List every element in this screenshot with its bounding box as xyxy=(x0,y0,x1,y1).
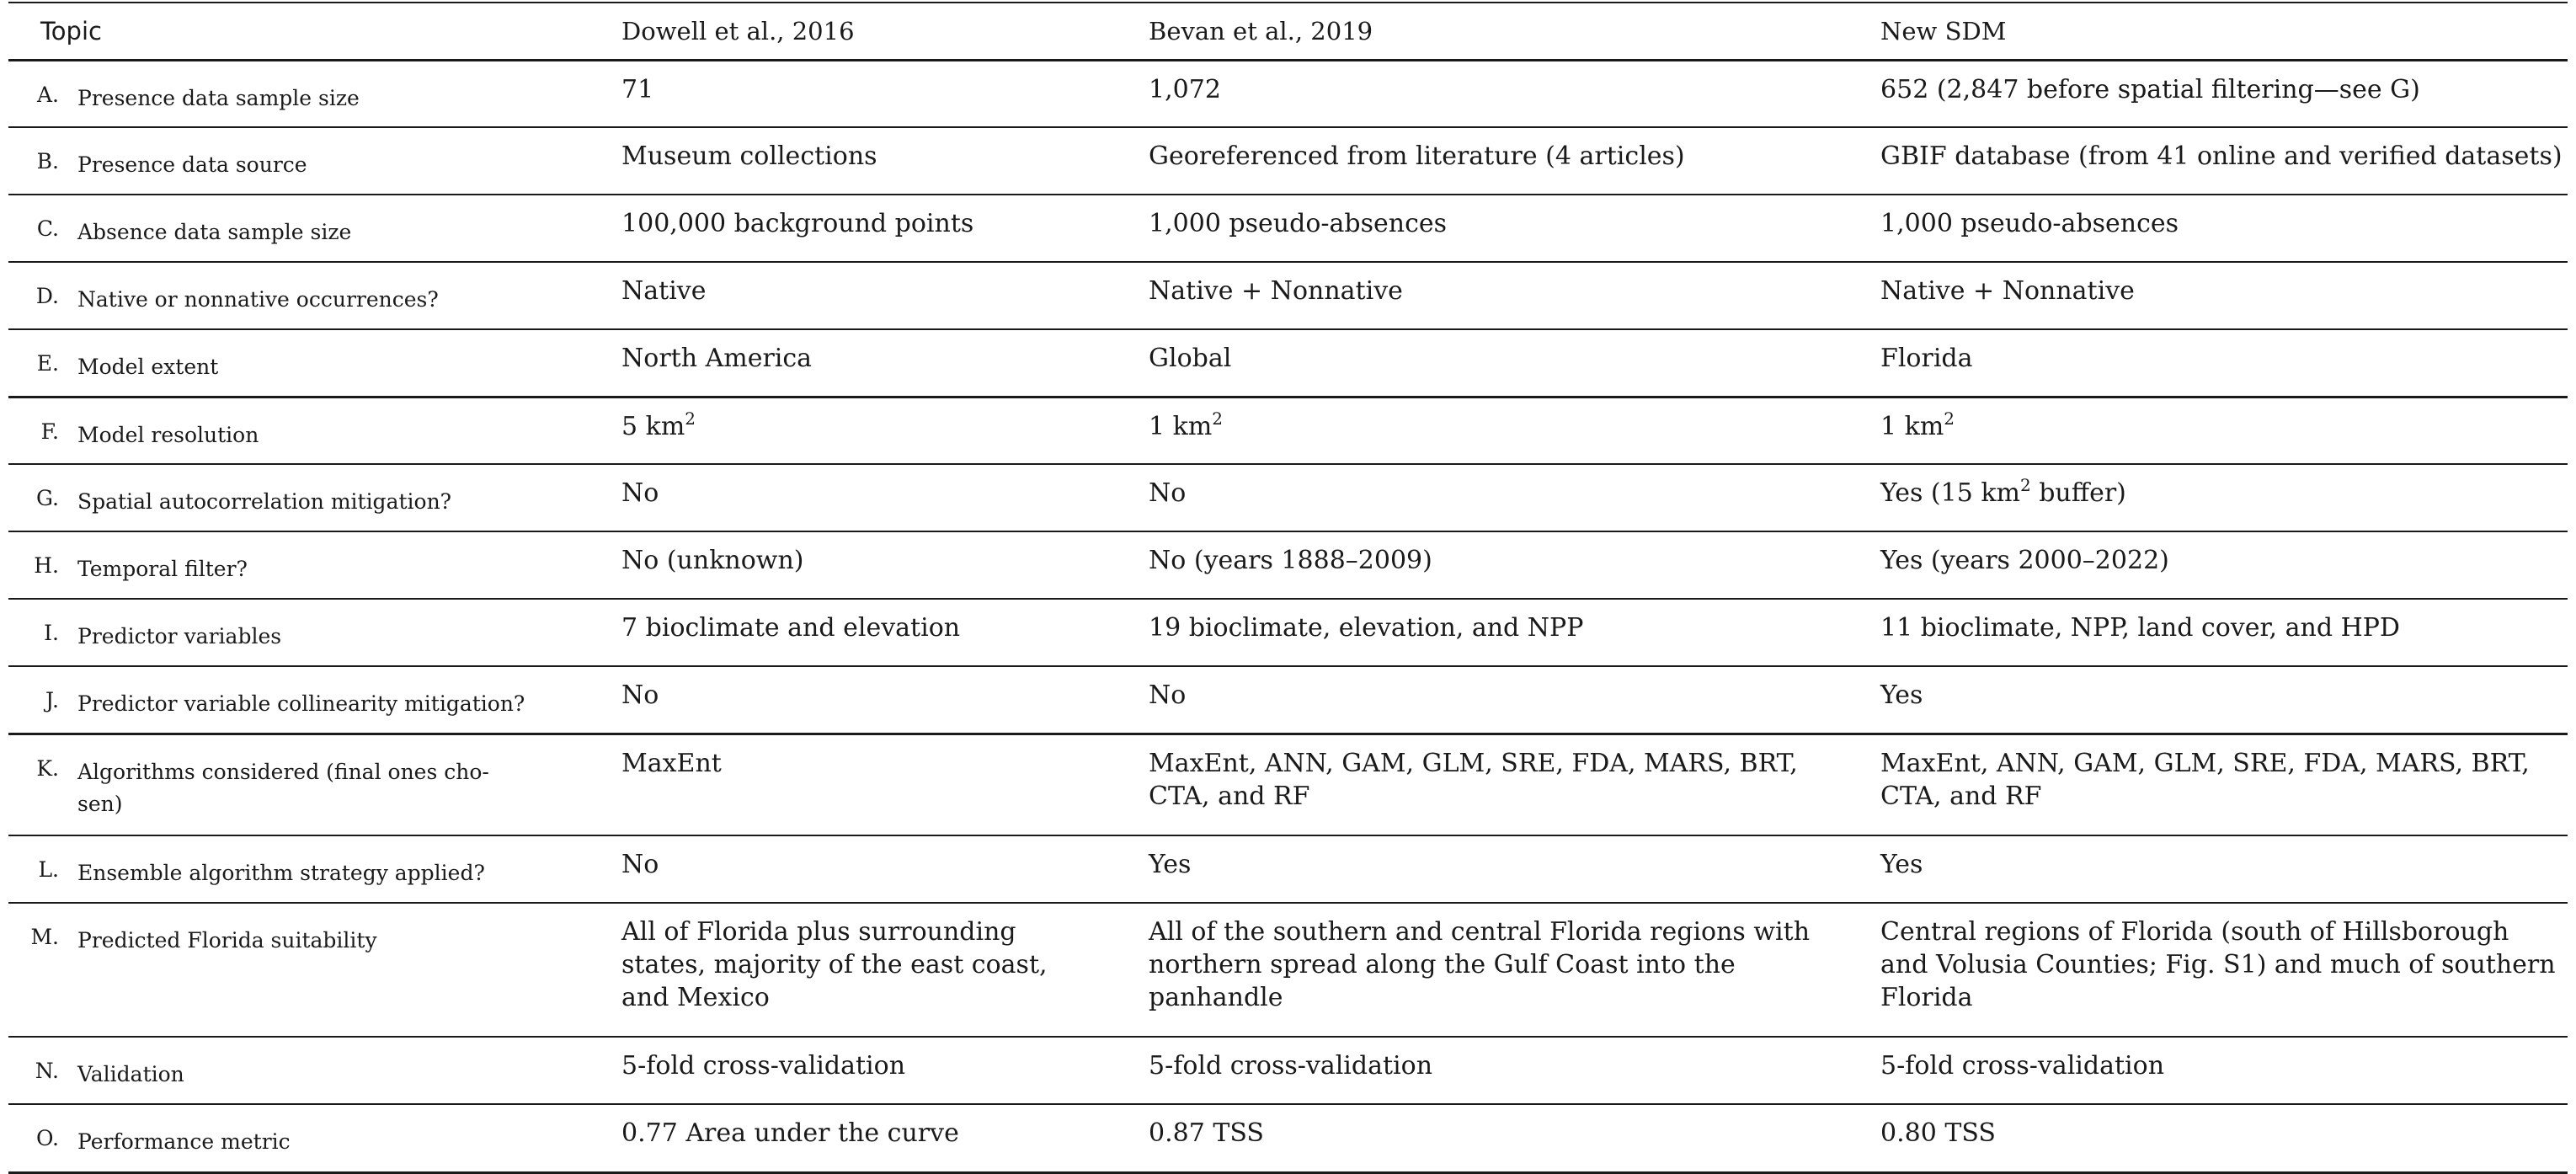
cell-text: 1 km xyxy=(1880,411,1944,441)
cell-bevan: Global xyxy=(1149,329,1880,397)
cell-newsdm xyxy=(1880,464,2568,531)
row-topic: Absence data sample size xyxy=(77,195,621,262)
row-topic: Temporal filter? xyxy=(77,531,621,599)
cell-newsdm: Central regions of Florida (south of Hillsborough and Volusia Counties; Fig. S1) and much of southern Florida xyxy=(1880,903,2568,1037)
table-row xyxy=(8,1104,2568,1172)
row-topic: Native or nonnative occurrences? xyxy=(77,262,621,329)
superscript: 2 xyxy=(1212,408,1223,429)
row-letter: H. xyxy=(8,531,77,599)
row-topic: Predicted Florida suitability xyxy=(77,903,621,1037)
cell-bevan: Georeferenced from literature (4 articles) xyxy=(1149,127,1880,195)
cell-newsdm xyxy=(1880,397,2568,464)
cell-dowell: 5-fold cross-validation xyxy=(621,1037,1149,1104)
table-row xyxy=(8,464,2568,531)
cell-newsdm: 11 bioclimate, NPP, land cover, and HPD xyxy=(1880,599,2568,666)
cell-bevan: 19 bioclimate, elevation, and NPP xyxy=(1149,599,1880,666)
cell-newsdm: Native + Nonnative xyxy=(1880,262,2568,329)
cell-newsdm: 652 (2,847 before spatial filtering—see G) xyxy=(1880,60,2568,127)
cell-dowell: No xyxy=(621,464,1149,531)
cell-newsdm: Yes (years 2000–2022) xyxy=(1880,531,2568,599)
cell-dowell: No (unknown) xyxy=(621,531,1149,599)
cell-bevan: 1,072 xyxy=(1149,60,1880,127)
cell-text: 1 km xyxy=(1149,411,1213,441)
row-letter: F. xyxy=(8,397,77,464)
cell-bevan: Yes xyxy=(1149,835,1880,903)
cell-dowell: Native xyxy=(621,262,1149,329)
row-topic: Spatial autocorrelation mitigation? xyxy=(77,464,621,531)
cell-text: Yes (15 km xyxy=(1880,478,2020,508)
cell-dowell: 0.77 Area under the curve xyxy=(621,1104,1149,1172)
cell-dowell: Museum collections xyxy=(621,127,1149,195)
cell-dowell: North America xyxy=(621,329,1149,397)
row-topic: Presence data sample size xyxy=(77,60,621,127)
cell-text: buffer) xyxy=(2030,478,2126,508)
row-topic: Presence data source xyxy=(77,127,621,195)
cell-dowell xyxy=(621,397,1149,464)
cell-newsdm: Yes xyxy=(1880,666,2568,734)
row-letter: N. xyxy=(8,1037,77,1104)
table-row xyxy=(8,599,2568,666)
comparison-table xyxy=(8,2,2568,1174)
topic-header: Topic xyxy=(8,3,621,60)
row-letter: B. xyxy=(8,127,77,195)
row-letter: A. xyxy=(8,60,77,127)
cell-dowell: No xyxy=(621,835,1149,903)
row-topic: Performance metric xyxy=(77,1104,621,1172)
table-row xyxy=(8,397,2568,464)
cell-text: 5 km xyxy=(621,411,685,441)
row-topic: Predictor variables xyxy=(77,599,621,666)
cell-dowell: 7 bioclimate and elevation xyxy=(621,599,1149,666)
row-letter: M. xyxy=(8,903,77,1037)
cell-bevan: MaxEnt, ANN, GAM, GLM, SRE, FDA, MARS, BRT, CTA, and RF xyxy=(1149,734,1880,835)
row-letter: L. xyxy=(8,835,77,903)
row-topic: Algorithms considered (final ones cho- sen) xyxy=(77,734,621,835)
table-row xyxy=(8,666,2568,734)
cell-newsdm: 0.80 TSS xyxy=(1880,1104,2568,1172)
cell-newsdm: 1,000 pseudo-absences xyxy=(1880,195,2568,262)
row-letter: I. xyxy=(8,599,77,666)
table-row xyxy=(8,127,2568,195)
study-header-dowell: Dowell et al., 2016 xyxy=(621,3,1149,60)
table-row xyxy=(8,329,2568,397)
row-letter: K. xyxy=(8,734,77,835)
table-body xyxy=(8,60,2568,1172)
row-letter: G. xyxy=(8,464,77,531)
cell-dowell: MaxEnt xyxy=(621,734,1149,835)
cell-bevan: 0.87 TSS xyxy=(1149,1104,1880,1172)
superscript: 2 xyxy=(1944,408,1955,429)
table-row xyxy=(8,531,2568,599)
cell-bevan xyxy=(1149,397,1880,464)
cell-bevan: 1,000 pseudo-absences xyxy=(1149,195,1880,262)
row-topic: Ensemble algorithm strategy applied? xyxy=(77,835,621,903)
row-letter: E. xyxy=(8,329,77,397)
cell-bevan: No xyxy=(1149,666,1880,734)
row-topic: Model extent xyxy=(77,329,621,397)
row-letter: D. xyxy=(8,262,77,329)
table-row xyxy=(8,262,2568,329)
study-header-bevan: Bevan et al., 2019 xyxy=(1149,3,1880,60)
cell-newsdm: MaxEnt, ANN, GAM, GLM, SRE, FDA, MARS, BRT, CTA, and RF xyxy=(1880,734,2568,835)
cell-newsdm: Yes xyxy=(1880,835,2568,903)
row-topic: Validation xyxy=(77,1037,621,1104)
superscript: 2 xyxy=(685,408,696,429)
cell-dowell: All of Florida plus surrounding states, majority of the east coast, and Mexico xyxy=(621,903,1149,1037)
cell-bevan: Native + Nonnative xyxy=(1149,262,1880,329)
cell-newsdm: 5-fold cross-validation xyxy=(1880,1037,2568,1104)
cell-newsdm: Florida xyxy=(1880,329,2568,397)
cell-bevan: 5-fold cross-validation xyxy=(1149,1037,1880,1104)
cell-dowell: 71 xyxy=(621,60,1149,127)
cell-dowell: 100,000 background points xyxy=(621,195,1149,262)
table-row xyxy=(8,60,2568,127)
row-letter: J. xyxy=(8,666,77,734)
table-row xyxy=(8,195,2568,262)
table-row xyxy=(8,903,2568,1037)
header-row xyxy=(8,3,2568,60)
row-letter: O. xyxy=(8,1104,77,1172)
cell-bevan: No xyxy=(1149,464,1880,531)
row-letter: C. xyxy=(8,195,77,262)
study-header-new-sdm: New SDM xyxy=(1880,3,2568,60)
cell-newsdm: GBIF database (from 41 online and verified datasets) xyxy=(1880,127,2568,195)
table-row xyxy=(8,835,2568,903)
table-row xyxy=(8,1037,2568,1104)
row-topic: Model resolution xyxy=(77,397,621,464)
row-topic: Predictor variable collinearity mitigation? xyxy=(77,666,621,734)
table-row xyxy=(8,734,2568,835)
cell-dowell: No xyxy=(621,666,1149,734)
cell-bevan: No (years 1888–2009) xyxy=(1149,531,1880,599)
cell-bevan: All of the southern and central Florida regions with northern spread along the Gulf Coast into the panhandle xyxy=(1149,903,1880,1037)
superscript: 2 xyxy=(2019,475,2031,495)
